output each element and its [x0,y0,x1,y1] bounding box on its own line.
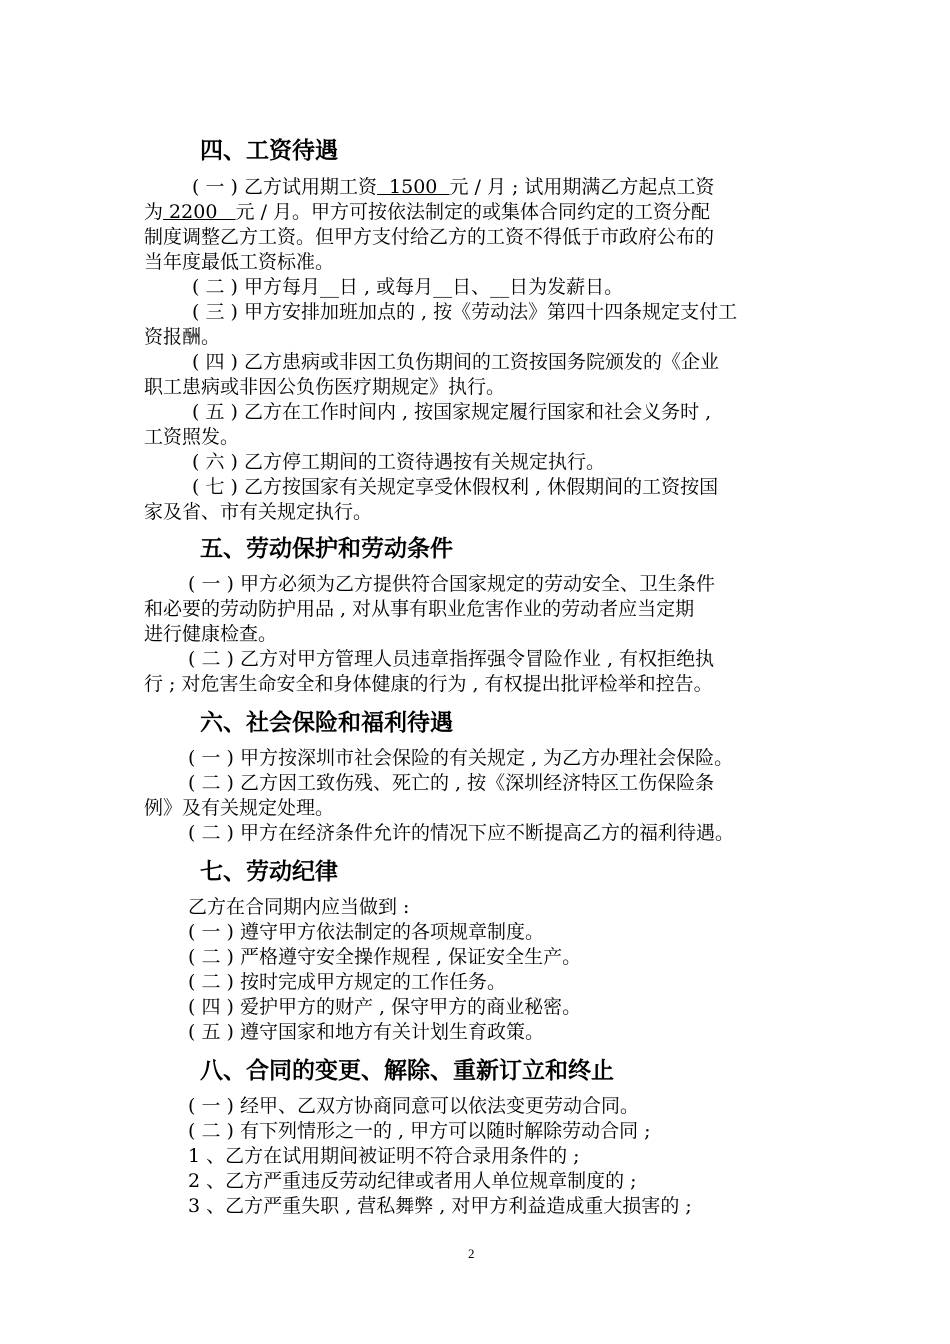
list-item: 2 、乙方严重违反劳动纪律或者用人单位规章制度的 ; [188,1170,637,1192]
paragraph-line: 为 2200 元 / 月。甲方可按依法制定的或集体合同约定的工资分配 [144,201,711,223]
paragraph-line: 和必要的劳动防护用品 , 对从事有职业危害作业的劳动者应当定期 [144,598,695,620]
list-item: ( 五 ) 遵守国家和地方有关计划生育政策。 [188,1021,544,1043]
paragraph-line: ( 四 ) 乙方患病或非因工负伤期间的工资按国务院颁发的《企业 [192,351,719,373]
paragraph-line: 职工患病或非因公负伤医疗期规定》执行。 [144,376,506,398]
paragraph-line: ( 二 ) 甲方每月__日 , 或每月__日、__日为发薪日。 [192,276,624,298]
section-6-heading: 六、社会保险和福利待遇 [200,710,453,736]
paragraph-line: 制度调整乙方工资。但甲方支付给乙方的工资不得低于市政府公布的 [144,226,715,248]
list-item: ( 四 ) 爱护甲方的财产 , 保守甲方的商业秘密。 [188,996,582,1018]
paragraph-line: 乙方在合同期内应当做到 : [188,896,410,918]
section-7-body [144,895,808,1045]
paragraph-line: 工资照发。 [144,426,240,448]
list-item: 1 、乙方在试用期间被证明不符合录用条件的 ; [188,1145,580,1167]
paragraph-line: ( 二 ) 甲方在经济条件允许的情况下应不断提高乙方的福利待遇。 [188,822,734,844]
section-7-heading: 七、劳动纪律 [200,859,338,885]
paragraph-line: ( 三 ) 甲方安排加班加点的 , 按《劳动法》第四十四条规定支付工 [192,301,738,323]
paragraph-line: 资报酬。 [144,326,221,348]
paragraph-line: ( 五 ) 乙方在工作时间内 , 按国家规定履行国家和社会义务时 , [192,401,712,423]
paragraph-line: ( 二 ) 乙方因工致伤残、死亡的 , 按《深圳经济特区工伤保险条 [188,772,715,794]
list-item: ( 一 ) 遵守甲方依法制定的各项规章制度。 [188,921,544,943]
paragraph-line: ( 六 ) 乙方停工期间的工资待遇按有关规定执行。 [192,451,605,473]
section-4-heading: 四、工资待遇 [200,138,338,164]
section-8-body [144,1094,808,1219]
section-4-body [144,175,808,525]
paragraph-line: ( 一 ) 甲方必须为乙方提供符合国家规定的劳动安全、卫生条件 [188,573,715,595]
paragraph-line: ( 一 ) 甲方按深圳市社会保险的有关规定 , 为乙方办理社会保险。 [188,747,734,769]
list-item: ( 二 ) 有下列情形之一的 , 甲方可以随时解除劳动合同 ; [188,1120,651,1142]
paragraph-line: 家及省、市有关规定执行。 [144,501,373,523]
trial-salary-value: 1500 [376,176,450,198]
page-number: 2 [468,1246,475,1261]
section-5-body [144,572,808,697]
paragraph-line: ( 二 ) 乙方对甲方管理人员违章指挥强令冒险作业 , 有权拒绝执 [188,648,715,670]
paragraph-line: ( 一 ) 乙方试用期工资 1500 元 / 月 ; 试用期满乙方起点工资 [192,176,715,198]
paragraph-line: ( 七 ) 乙方按国家有关规定享受休假权利 , 休假期间的工资按国 [192,476,719,498]
list-item: ( 二 ) 严格遵守安全操作规程 , 保证安全生产。 [188,946,582,968]
section-6-body [144,746,808,846]
list-item: ( 二 ) 按时完成甲方规定的工作任务。 [188,971,506,993]
paragraph-line: 进行健康检查。 [144,623,278,645]
list-item: ( 一 ) 经甲、乙双方协商同意可以依法变更劳动合同。 [188,1095,639,1117]
section-8-heading: 八、合同的变更、解除、重新订立和终止 [200,1058,614,1084]
section-5-heading: 五、劳动保护和劳动条件 [200,536,453,562]
paragraph-line: 行 ; 对危害生命安全和身体健康的行为 , 有权提出批评检举和控告。 [144,673,713,695]
paragraph-line: 例》及有关规定处理。 [144,797,335,819]
paragraph-line: 当年度最低工资标准。 [144,251,335,273]
list-item: 3 、乙方严重失职 , 营私舞弊 , 对甲方利益造成重大损害的 ; [188,1195,692,1217]
start-salary-value: 2200 [163,201,236,223]
